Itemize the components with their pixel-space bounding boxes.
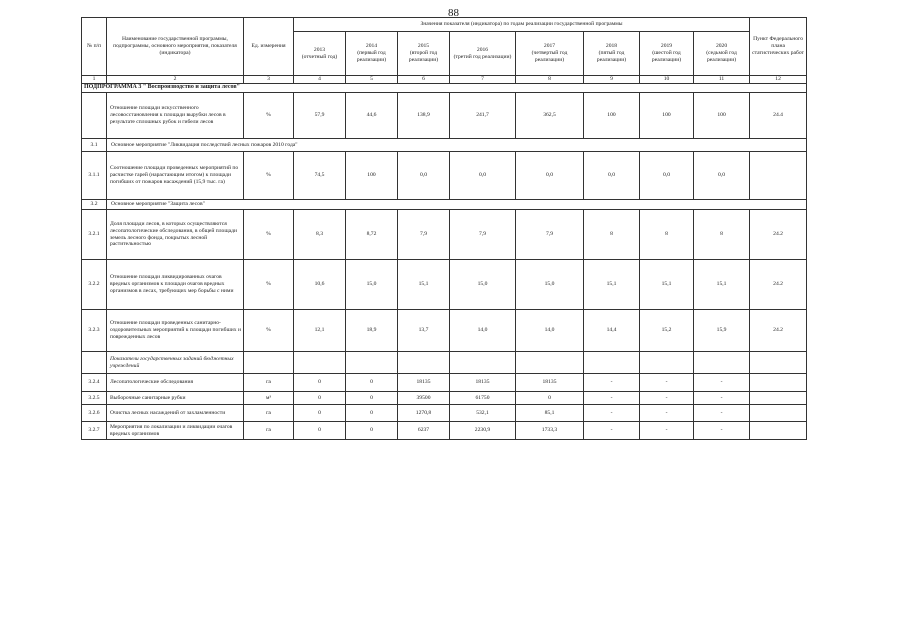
group-label: Показатели государственных заданий бюджетных учреждений: [107, 352, 244, 374]
header-year-note: (пятый год реализации): [596, 50, 627, 63]
row-number: 3.2.4: [82, 374, 107, 392]
indicator-row: [82, 310, 807, 352]
header-year-note: (второй год реализации): [408, 50, 439, 63]
value-cell: 7,9: [516, 210, 584, 260]
row-number: [82, 93, 107, 139]
value-cell: -: [640, 405, 694, 422]
row-number: 3.1: [82, 139, 107, 152]
unit-cell: га: [244, 422, 294, 440]
header-year-value: 2014: [365, 43, 378, 50]
value-cell: 15,0: [516, 260, 584, 310]
value-cell: 0: [346, 392, 398, 405]
value-cell: -: [584, 422, 640, 440]
value-cell: 0: [346, 422, 398, 440]
header-year-value: 2020: [715, 43, 728, 50]
value-cell: 44,6: [346, 93, 398, 139]
value-cell: 15,0: [346, 260, 398, 310]
value-cell: 12,1: [294, 310, 346, 352]
value-cell: 10,6: [294, 260, 346, 310]
empty-cell: [640, 352, 694, 374]
header-year-note: (седьмой год реализации): [706, 50, 737, 63]
section-row: [82, 200, 807, 210]
value-cell: 15,1: [694, 260, 750, 310]
empty-cell: [584, 352, 640, 374]
header-year-value: 2015: [417, 43, 430, 50]
section-title: Основное мероприятие "Ликвидация последствий лесных пожаров 2010 года": [107, 139, 807, 152]
row-number: 3.2.1: [82, 210, 107, 260]
header-name: Наименование государственной программы, подпрограммы, основного мероприятия, показателя (индикатора): [107, 18, 244, 76]
value-cell: 241,7: [450, 93, 516, 139]
header-year-note: (первый год реализации): [356, 50, 387, 63]
column-number: 2: [107, 76, 244, 84]
indicator-row: [82, 210, 807, 260]
value-cell: 100: [584, 93, 640, 139]
column-number: 4: [294, 76, 346, 84]
fsp-point-cell: [750, 152, 807, 200]
value-cell: 8: [584, 210, 640, 260]
indicator-row: [82, 374, 807, 392]
row-number: 3.1.1: [82, 152, 107, 200]
empty-cell: [694, 352, 750, 374]
header-year-value: 2018: [605, 43, 618, 50]
value-cell: 6237: [398, 422, 450, 440]
value-cell: -: [640, 422, 694, 440]
unit-cell: %: [244, 310, 294, 352]
value-cell: 13,7: [398, 310, 450, 352]
value-cell: 15,2: [640, 310, 694, 352]
unit-cell: %: [244, 210, 294, 260]
unit-cell: га: [244, 374, 294, 392]
column-numbers-row: [82, 76, 807, 84]
indicator-row: [82, 260, 807, 310]
unit-cell: га: [244, 405, 294, 422]
value-cell: 15,9: [694, 310, 750, 352]
subprogram-row: [82, 84, 807, 93]
empty-cell: [244, 352, 294, 374]
value-cell: 15,1: [398, 260, 450, 310]
indicator-name: Отношение площади искусственного лесовосстановления к площади вырубки лесов в результате сплошных рубок и гибели лесов: [107, 93, 244, 139]
value-cell: 1733,3: [516, 422, 584, 440]
header-year-value: 2016: [476, 46, 489, 53]
section-row: [82, 139, 807, 152]
column-number: 7: [450, 76, 516, 84]
subprogram-title: ПОДПРОГРАММА 3 " Воспроизводство и защита лесов": [82, 84, 807, 93]
indicator-row: [82, 93, 807, 139]
value-cell: 8: [640, 210, 694, 260]
value-cell: -: [640, 392, 694, 405]
fsp-point-cell: [750, 392, 807, 405]
value-cell: -: [694, 422, 750, 440]
unit-cell: %: [244, 93, 294, 139]
unit-cell: %: [244, 260, 294, 310]
value-cell: -: [694, 374, 750, 392]
column-number: 5: [346, 76, 398, 84]
column-number: 11: [694, 76, 750, 84]
row-number: 3.2.2: [82, 260, 107, 310]
fsp-point-cell: 24.2: [750, 310, 807, 352]
value-cell: 2230,9: [450, 422, 516, 440]
fsp-point-cell: [750, 405, 807, 422]
header-year-note: (отчетный год): [301, 53, 338, 60]
column-number: 8: [516, 76, 584, 84]
value-cell: 1270,8: [398, 405, 450, 422]
row-number: 3.2.7: [82, 422, 107, 440]
indicator-name: Лесопатологические обследования: [107, 374, 244, 392]
empty-cell: [294, 352, 346, 374]
row-number: 3.2.3: [82, 310, 107, 352]
header-year-value: 2017: [543, 43, 556, 50]
value-cell: 0,0: [516, 152, 584, 200]
value-cell: 7,9: [398, 210, 450, 260]
value-cell: -: [584, 405, 640, 422]
empty-cell: [750, 352, 807, 374]
value-cell: 0: [346, 405, 398, 422]
row-number: 3.2: [82, 200, 107, 210]
value-cell: 100: [346, 152, 398, 200]
value-cell: 85,1: [516, 405, 584, 422]
value-cell: 0: [346, 374, 398, 392]
fsp-point-cell: 24.2: [750, 210, 807, 260]
value-cell: 8: [694, 210, 750, 260]
indicator-row: [82, 152, 807, 200]
value-cell: 0,0: [450, 152, 516, 200]
value-cell: 0: [294, 422, 346, 440]
indicator-row: [82, 405, 807, 422]
indicators-table: [81, 17, 807, 440]
value-cell: 0,0: [584, 152, 640, 200]
value-cell: 8,3: [294, 210, 346, 260]
header-year: [694, 32, 750, 76]
value-cell: 15,1: [640, 260, 694, 310]
row-number: 3.2.5: [82, 392, 107, 405]
indicator-name: Соотношение площади проведенных мероприятий по расчистке гарей (нарастающим итогом) к площади погибших от пожаров насаждений (15,9 тыс. га): [107, 152, 244, 200]
value-cell: -: [584, 374, 640, 392]
indicator-name: Мероприятия по локализации и ликвидации очагов вредных организмов: [107, 422, 244, 440]
page-number: 88: [448, 7, 459, 19]
value-cell: 15,0: [450, 260, 516, 310]
indicator-row: [82, 392, 807, 405]
row-number: [82, 352, 107, 374]
value-cell: 18135: [516, 374, 584, 392]
header-year-note: (третий год реализации): [453, 53, 512, 60]
empty-cell: [346, 352, 398, 374]
value-cell: 532,1: [450, 405, 516, 422]
unit-cell: м³: [244, 392, 294, 405]
value-cell: 0: [294, 392, 346, 405]
value-cell: -: [694, 405, 750, 422]
header-year-note: (четвертый год реализации): [531, 50, 568, 63]
value-cell: 74,5: [294, 152, 346, 200]
header-year: [398, 32, 450, 76]
value-cell: 18135: [450, 374, 516, 392]
value-cell: 14,0: [450, 310, 516, 352]
value-cell: 18,9: [346, 310, 398, 352]
indicator-name: Доля площади лесов, в которых осуществляются лесопатологические обследования, в общей площади земель лесного фонда, покрытых лесной растительностью: [107, 210, 244, 260]
value-cell: 100: [640, 93, 694, 139]
column-number: 6: [398, 76, 450, 84]
empty-cell: [450, 352, 516, 374]
value-cell: -: [584, 392, 640, 405]
value-cell: 0,0: [398, 152, 450, 200]
value-cell: 61750: [450, 392, 516, 405]
value-cell: 0,0: [694, 152, 750, 200]
value-cell: 18135: [398, 374, 450, 392]
empty-cell: [398, 352, 450, 374]
value-cell: 7,9: [450, 210, 516, 260]
value-cell: 138,9: [398, 93, 450, 139]
header-year-value: 2019: [660, 43, 673, 50]
column-number: 9: [584, 76, 640, 84]
header-fsp-point: Пункт Федерального плана статистических работ: [750, 18, 807, 76]
value-cell: 39500: [398, 392, 450, 405]
header-unit: Ед. измерения: [244, 18, 294, 76]
column-number: 3: [244, 76, 294, 84]
fsp-point-cell: [750, 422, 807, 440]
header-values: Значения показателя (индикатора) по годам реализации государственной программы: [294, 18, 750, 32]
value-cell: 8,72: [346, 210, 398, 260]
value-cell: -: [694, 392, 750, 405]
header-num: № п/п: [82, 18, 107, 76]
value-cell: 14,4: [584, 310, 640, 352]
empty-cell: [516, 352, 584, 374]
header-year: [640, 32, 694, 76]
column-number: 1: [82, 76, 107, 84]
header-row: [82, 18, 807, 32]
header-year: [346, 32, 398, 76]
value-cell: 15,1: [584, 260, 640, 310]
header-year: [516, 32, 584, 76]
section-title: Основное мероприятие "Защита лесов": [107, 200, 807, 210]
fsp-point-cell: [750, 374, 807, 392]
value-cell: 0: [516, 392, 584, 405]
row-number: 3.2.6: [82, 405, 107, 422]
indicator-name: Очистка лесных насаждений от захламленности: [107, 405, 244, 422]
value-cell: 0: [294, 374, 346, 392]
column-number: 10: [640, 76, 694, 84]
fsp-point-cell: 24.2: [750, 260, 807, 310]
value-cell: 14,0: [516, 310, 584, 352]
value-cell: -: [640, 374, 694, 392]
header-year: [294, 32, 346, 76]
label-row: [82, 352, 807, 374]
fsp-point-cell: 24.4: [750, 93, 807, 139]
indicator-name: Выборочные санитарные рубки: [107, 392, 244, 405]
unit-cell: %: [244, 152, 294, 200]
header-year: [584, 32, 640, 76]
header-year-note: (шестой год реализации): [651, 50, 682, 63]
header-year-value: 2013: [313, 46, 326, 53]
value-cell: 57,9: [294, 93, 346, 139]
value-cell: 362,5: [516, 93, 584, 139]
indicator-name: Отношение площади проведенных санитарно-оздоровительных мероприятий к площади погибших и поврежденных лесов: [107, 310, 244, 352]
indicator-row: [82, 422, 807, 440]
value-cell: 100: [694, 93, 750, 139]
column-number: 12: [750, 76, 807, 84]
indicator-name: Отношение площади ликвидированных очагов вредных организмов к площади очагов вредных организмов в лесах, требующих мер борьбы с ними: [107, 260, 244, 310]
value-cell: 0,0: [640, 152, 694, 200]
header-year: [450, 32, 516, 76]
value-cell: 0: [294, 405, 346, 422]
